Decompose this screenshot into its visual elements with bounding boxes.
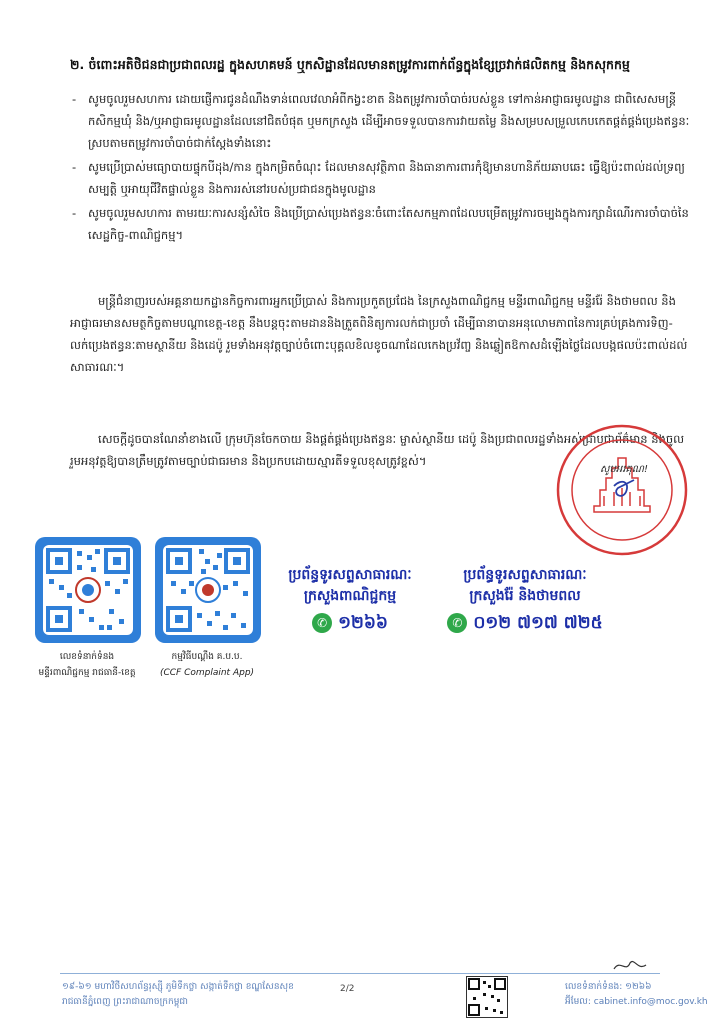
bullet-text: សូមចូលរួមសហការ តាមរយៈការសន្សំសំចៃ និងប្រើប្រាស់ប្រេងឥន្ធនៈចំពោះតែសកម្មភាពដែលបម្រើតម្រូវការចម្បងក្នុងការក្សាដំណើរការចាំបាច់នៃសេដ្ឋកិច្ច-ពាណិជ្ជកម្ម។ <box>88 206 689 242</box>
bullet-dash: - <box>72 206 77 220</box>
footer-qr-icon[interactable] <box>466 976 508 1018</box>
bullet-text: សូមចូលរួមសហការ ដោយផ្ញើការជូនដំណឹងទាន់ពេលវេលាអំពីកង្វះខាត និងតម្រូវការចាំបាច់របស់ខ្លួន ទៅកាន់អាជ្ញាធរមូលដ្ឋាន ជាពិសេសមន្ត្រីកសិកម្មឃុំ និង/ឬអាជ្ញាធរមូលដ្ឋានដែលនៅជិតបំផុត ឬមកក្រសួង ដើម្បីអាចទទួលបានការវាយតម្លៃ និងសម្របសម្រួលកេបកេតផ្គត់ផ្គង់ប្រេងឥន្ធនៈស្របតាមតម្រូវការចាំបាច់ជាក់ស្តែងទាំងនោះ <box>88 92 690 150</box>
qr-pattern <box>43 545 133 635</box>
bullet-dash: - <box>72 92 77 106</box>
hotline-commerce <box>255 565 445 637</box>
qr-code-complaint-app[interactable] <box>155 537 261 643</box>
hotline-org: ក្រសួងរ៉ែ និងថាមពល <box>469 588 581 604</box>
footer-address <box>62 980 302 1010</box>
phone-icon: ✆ <box>447 613 467 633</box>
hotline-title: ប្រព័ន្ធទូរសព្ទសាធារណៈ <box>288 567 412 583</box>
contact-phone: លេខទំនាក់ទំនង: ១២៦៦ <box>565 982 652 992</box>
hotline-number-row[interactable] <box>255 609 445 637</box>
qr-caption: កម្មវិធីបណ្តឹង គ.ប.ប. <box>171 652 243 662</box>
address-line: រាជធានីភ្នំពេញ ព្រះរាជាណាចក្រកម្ពុជា <box>62 997 188 1007</box>
hotline-number: ១២៦៦ <box>338 613 388 633</box>
qr-icon <box>43 545 133 635</box>
qr-pattern <box>163 545 253 635</box>
qr-caption: មន្ទីរពាណិជ្ជកម្ម រាជធានី-ខេត្ត <box>38 668 136 678</box>
qr-code-contact[interactable] <box>35 537 141 643</box>
official-seal <box>552 420 692 560</box>
bullet-item <box>70 88 690 154</box>
signature-label: សូមអរគុណ! <box>600 464 648 475</box>
hotline-mines-energy <box>430 565 620 637</box>
page-number: 2/2 <box>340 984 355 994</box>
hotline-number-row[interactable] <box>430 609 620 637</box>
bullet-item <box>70 156 690 200</box>
hotline-number: ០១២ ៧១៧ ៧២៥ <box>473 613 603 633</box>
closing-paragraph: សេចក្តីដូចបានណែនាំខាងលើ ក្រុមហ៊ុនចែកចាយ និងផ្គត់ផ្គង់ប្រេងឥន្ធនៈ ម្ចាស់ស្ថានីយ ដេប៉ូ និងប្រជាពលរដ្ឋទាំងអស់ជ្រាបជាព័ត៌មាន និងចូលរួមអនុវត្តឱ្យបានត្រឹមត្រូវតាមច្បាប់ជាធរមាន និងប្រកបដោយស្មារតីទទួលខុសត្រូវខ្ពស់។ <box>70 432 685 468</box>
phone-icon: ✆ <box>312 613 332 633</box>
qr-caption: លេខទំនាក់ទំនង <box>59 652 115 662</box>
bullet-text: សូមប្រើប្រាស់មធ្យោបាយផ្ទុកបីដុង/កាន ក្នុងកម្រិតចំណុះ ដែលមានសុវត្ថិភាព និងធានាការពារកុំឱ្យមានហានិភ័យឆាបឆេះ ធ្វើឱ្យប៉ះពាល់ដល់ទ្រព្យសម្បត្តិ ឬអាយុជីវិតផ្ទាល់ខ្លួន និងការរស់នៅរបស់ប្រជាជនក្នុងមូលដ្ឋាន <box>88 160 685 196</box>
initial-signature <box>612 955 648 975</box>
footer-divider <box>60 973 660 974</box>
section-heading: ២. ចំពោះអតិថិជនជាប្រជាពលរដ្ឋ ក្នុងសហគមន៍ ឬកសិដ្ឋានដែលមានតម្រូវការពាក់ព័ន្ធក្នុងខ្សែច្រវាក់ផលិតកម្ម និងកសុកកម្ម <box>70 57 630 72</box>
bullet-list <box>70 88 690 248</box>
contact-email[interactable]: អ៊ីមែល: cabinet.info@moc.gov.kh <box>565 997 708 1007</box>
bullet-item <box>70 202 690 246</box>
qr-icon <box>163 545 253 635</box>
address-line: ១៩-៦១ មហាវិថីសហព័ន្ធរុស្ស៊ី ភូមិទឹកថ្លា សង្កាត់ទឹកថ្លា ខណ្ឌសែនសុខ <box>62 982 294 992</box>
hotline-org: ក្រសួងពាណិជ្ជកម្ម <box>303 588 397 604</box>
qr-caption: (CCF Complaint App) <box>159 668 255 678</box>
hotline-title: ប្រព័ន្ធទូរសព្ទសាធារណៈ <box>463 567 587 583</box>
footer-contact <box>565 980 715 1010</box>
enforcement-paragraph: មន្ត្រីជំនាញរបស់អគ្គនាយកដ្ឋានកិច្ចការពារអ្នកប្រើប្រាស់ និងការប្រកួតប្រជែង នៃក្រសួងពាណិជ្ជកម្ម មន្ទីរពាណិជ្ជកម្ម មន្ទីររ៉ែ និងថាមពល និងអាជ្ញាធរមានសមត្ថកិច្ចតាមបណ្តាខេត្ត-ខេត្ត នឹងបន្តចុះតាមដាននិងត្រួតពិនិត្យការលក់ជាប្រចាំ ដើម្បីធានាបានអនុលោមភាពនៃការគ្រប់គ្រងការទិញ-លក់ប្រេងឥន្ធនៈតាមស្ថានីយ និងដេប៉ូ រួមទាំងអនុវត្តច្បាប់ចំពោះបុគ្គលខិលខូចណាដែលកេងប្រវ័ញ្ច និងឆ្លៀតឱកាសដំឡើងថ្លៃដែលបង្កផលប៉ះពាល់ដល់សាធារណៈ។ <box>70 294 688 374</box>
bullet-dash: - <box>72 160 77 174</box>
